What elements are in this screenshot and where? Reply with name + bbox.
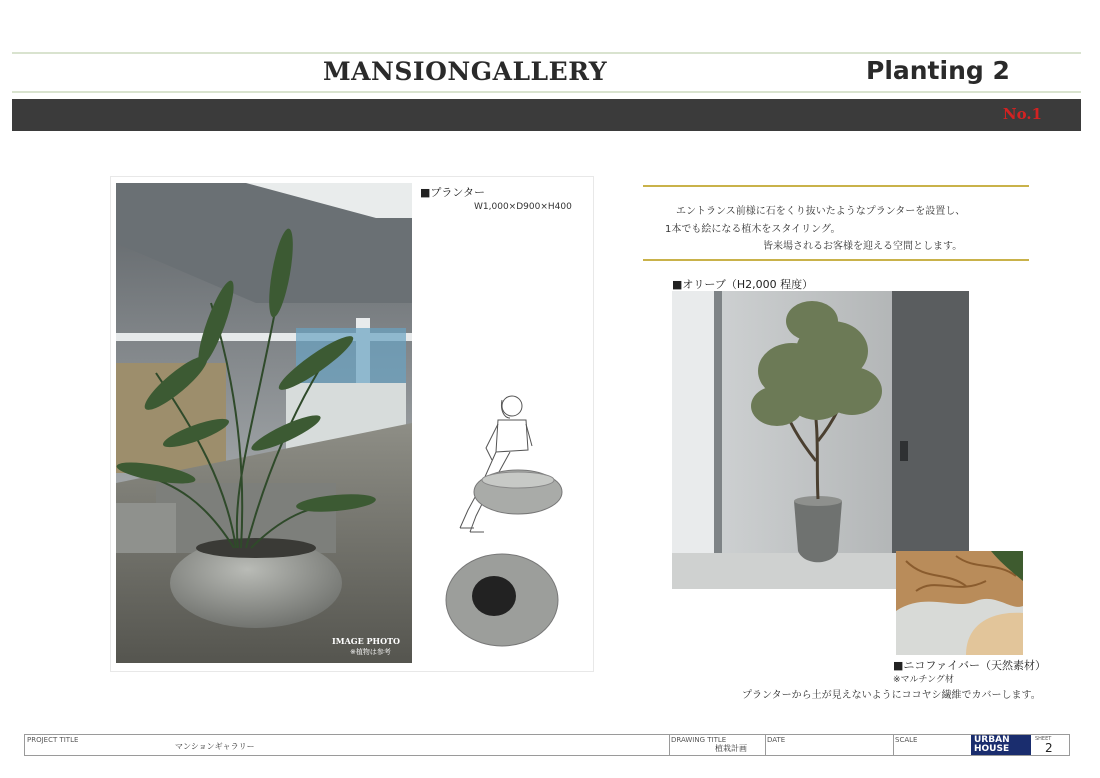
document-title: MANSIONGALLERY bbox=[322, 57, 608, 86]
scale-cell bbox=[893, 735, 972, 755]
brand-line-2: HOUSE bbox=[974, 744, 1010, 754]
sheet-number: 2 bbox=[1045, 741, 1053, 755]
concept-note-line-1: エントランス前様に石をくり抜いたようなプランターを設置し、 bbox=[676, 206, 966, 217]
scale-label: SCALE bbox=[895, 736, 918, 744]
drawing-title-value: 植栽計画 bbox=[715, 744, 747, 753]
image-photo-caption: IMAGE PHOTO bbox=[332, 636, 400, 646]
drawing-title-cell bbox=[669, 735, 766, 755]
planter-sketch-top bbox=[444, 550, 564, 650]
planter-photo-illustration bbox=[116, 183, 412, 663]
planter-sketch-side bbox=[440, 388, 570, 538]
date-label: DATE bbox=[767, 736, 786, 744]
planter-dimensions: W1,000×D900×H400 bbox=[474, 202, 572, 212]
document-subtitle: Planting 2 bbox=[866, 56, 1010, 85]
brand-line-1: URBAN bbox=[974, 735, 1010, 745]
drawing-title-label: DRAWING TITLE bbox=[671, 736, 727, 744]
header-rule-mid bbox=[12, 91, 1081, 93]
concept-note-line-2: 1本でも絵になる植木をスタイリング。 bbox=[665, 224, 841, 235]
coco-fiber-description: プランターから土が見えないようにココヤシ繊維でカバーします。 bbox=[742, 690, 1041, 701]
date-cell bbox=[765, 735, 894, 755]
project-title-label: PROJECT TITLE bbox=[27, 736, 79, 744]
header-band bbox=[12, 99, 1081, 131]
concept-note-box bbox=[643, 185, 1029, 261]
project-title-cell bbox=[25, 735, 670, 755]
urban-house-logo bbox=[971, 735, 1031, 755]
coco-fiber-illustration bbox=[896, 551, 1023, 655]
project-title-value: マンションギャラリー bbox=[175, 742, 255, 751]
coco-fiber-photo bbox=[896, 551, 1023, 655]
page-number-label: No.1 bbox=[1002, 105, 1042, 123]
planter-label: ■プランター bbox=[420, 186, 485, 199]
coco-fiber-subnote: ※マルチング材 bbox=[893, 675, 954, 685]
concept-note-line-3: 皆来場されるお客様を迎える空間とします。 bbox=[763, 241, 963, 252]
olive-label: ■オリーブ（H2,000 程度） bbox=[672, 278, 814, 291]
sheet-cell bbox=[1031, 735, 1069, 755]
header-rule-top bbox=[12, 52, 1081, 54]
planter-image-photo bbox=[116, 183, 412, 663]
olive-photo-illustration bbox=[672, 291, 969, 589]
sheet-label: SHEET bbox=[1035, 736, 1052, 742]
image-photo-note: ※植物は参考 bbox=[350, 648, 391, 656]
title-block bbox=[24, 734, 1070, 756]
coco-fiber-label: ■ニコファイバー（天然素材） bbox=[893, 659, 1046, 672]
olive-photo bbox=[672, 291, 969, 589]
